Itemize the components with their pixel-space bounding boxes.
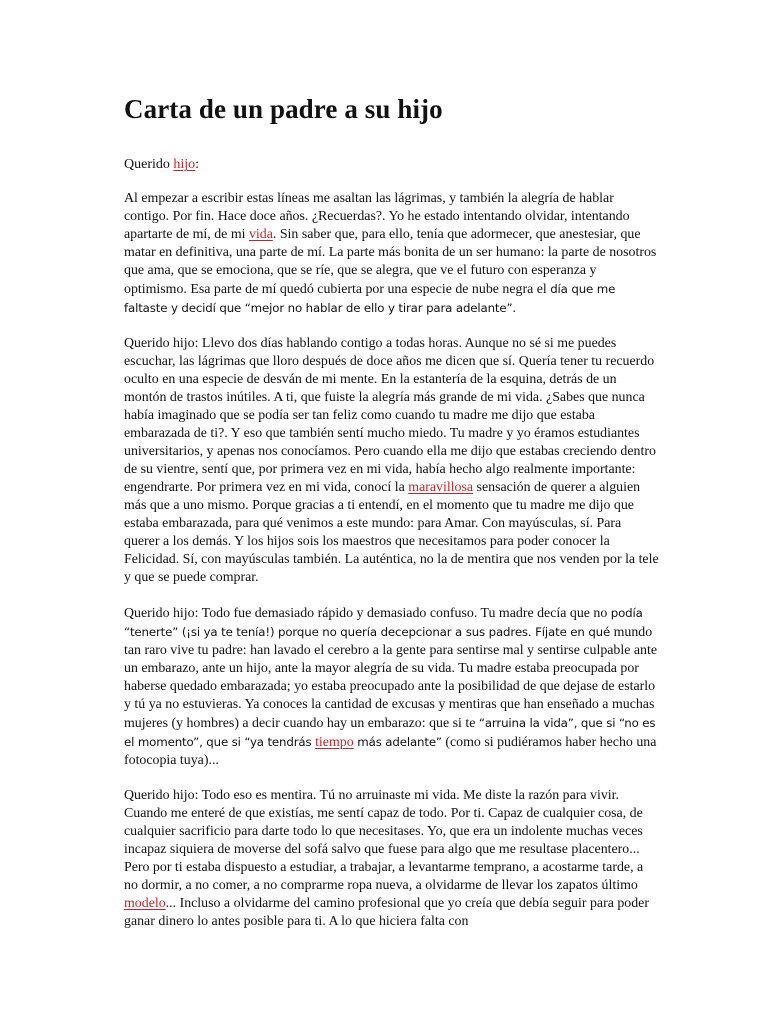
paragraph-2 [124, 335, 659, 587]
paragraph-3 [124, 604, 659, 770]
salutation [124, 156, 659, 174]
document-page [124, 92, 659, 948]
paragraph-3-text-a: Querido hijo: Todo fue demasiado rápido y demasiado confuso. Tu madre decía que no [124, 606, 611, 621]
paragraph-4-text-a: Querido hijo: Todo eso es mentira. Tú no arruinaste mi vida. Me diste la razón para vivir. Cuando me enteré de que existías, me sentí capaz de todo. Por ti. Capaz de cualquier cosa, de cualquier sacrificio para darte todo lo que necesitases. Yo, que era un indolente muchas veces incapaz siquiera de moverse del sofá salvo que fuese para algo que me resultase placentero... Pero por ti estaba dispuesto a estudiar, a trabajar, a levantarme temprano, a acostarme tarde, a no dormir, a no comer, a no comprarme ropa nueva, a olvidarme de llevar los zapatos último [124, 788, 644, 893]
link-modelo[interactable]: modelo [124, 896, 166, 911]
paragraph-3-text-c: mundo tan raro vive tu padre: han lavado el cerebro a la gente para sentirse mal y sentirse culpable ante un embarazo, ante un hijo, ante la mayor alegría de su vida. Tu madre estaba preocupada por haberse quedado embarazada; yo estaba preocupado ante la posibilidad de que dejase de estarlo y tú ya no estuvieras. Ya conoces la cantidad de excusas y mentiras que han enseñado a muchas mujeres (y hombres) a decir cuando hay un embarazo: que si te [124, 625, 658, 731]
paragraph-1 [124, 190, 659, 318]
salutation-text: Querido [124, 157, 174, 172]
paragraph-2-text-a: Querido hijo: Llevo dos días hablando contigo a todas horas. Aunque no sé si me puedes escuchar, las lágrimas que lloro después de doce años me dicen que sí. Quería tener tu recuerdo oculto en una especie de desván de mi mente. En la estantería de la esquina, detrás de un montón de trastos inútiles. A ti, que fuiste la alegría más grande de mi vida. ¿Sabes que nunca había imaginado que se podía ser tan feliz como cuando tu madre me dijo que estaba embarazada de ti?. Y eso que también sentí mucho miedo. Tu madre y yo éramos estudiantes universitarios, y apenas nos conocíamos. Pero cuando ella me dijo que estabas creciendo dentro de su vientre, sentí que, por primera vez en mi vida, había hecho algo realmente importante: engendrarte. Por primera vez en mi vida, conocí la [124, 336, 656, 495]
link-tiempo[interactable]: tiempo [315, 735, 354, 750]
paragraph-1-text-d: . [512, 301, 516, 316]
paragraph-3-text-f: (como si pudiéramos haber hecho una fotocopia tuya)... [124, 735, 657, 768]
link-vida[interactable]: vida [248, 227, 273, 242]
paragraph-4-text-b: ... Incluso a olvidarme del camino profesional que yo creía que debía seguir para poder ganar dinero lo antes posible para ti. A lo que hiciera falta con [124, 896, 649, 929]
paragraph-1-text-c: día que me faltaste y decidí que “mejor no hablar de ello y tirar para adelante” [124, 282, 616, 315]
link-hijo[interactable]: hijo [173, 157, 196, 172]
page-title: Carta de un padre a su hijo [124, 94, 443, 124]
paragraph-1-text-b: . Sin saber que, para ello, tenía que adormecer, que anestesiar, que matar en definitiva, una parte de mí. La parte más bonita de un ser humano: la parte de nosotros que ama, que se emociona, que se ríe, que se alegra, que ve el futuro con esperanza y optimismo. Esa parte de mí quedó cubierta por una especie de nube negra el [124, 227, 657, 297]
paragraph-2-text-b: sensación de querer a alguien más que a uno mismo. Porque gracias a ti entendí, en el momento que tu madre me dijo que estaba embarazada, para qué venimos a este mundo: para Amar. Con mayúsculas, sí. Para querer a los demás. Y los hijos sois los maestros que necesitamos para poder conocer la Felicidad. Sí, con mayúsculas también. La auténtica, no la de mentira que nos venden por la tele y que se puede comprar. [124, 480, 659, 585]
paragraph-1-text-a: Al empezar a escribir estas líneas me asaltan las lágrimas, y también la alegría de hablar contigo. Por fin. Hace doce años. ¿Recuerdas?. Yo he estado intentando olvidar, intentando apartarte de mí, de mi [124, 191, 630, 242]
paragraph-3-text-e: más adelante” [353, 735, 442, 749]
paragraph-4 [124, 787, 659, 931]
paragraph-3-text-d: “arruina la vida”, que si “no es el momento”, que si “ya tendrás [124, 716, 656, 749]
paragraph-3-text-b: podía “tenerte” (¡si ya te tenía!) porque no quería decepcionar a sus padres. Fíjate en qué [124, 606, 643, 639]
salutation-colon: : [195, 157, 200, 172]
link-maravillosa[interactable]: maravillosa [408, 480, 474, 495]
